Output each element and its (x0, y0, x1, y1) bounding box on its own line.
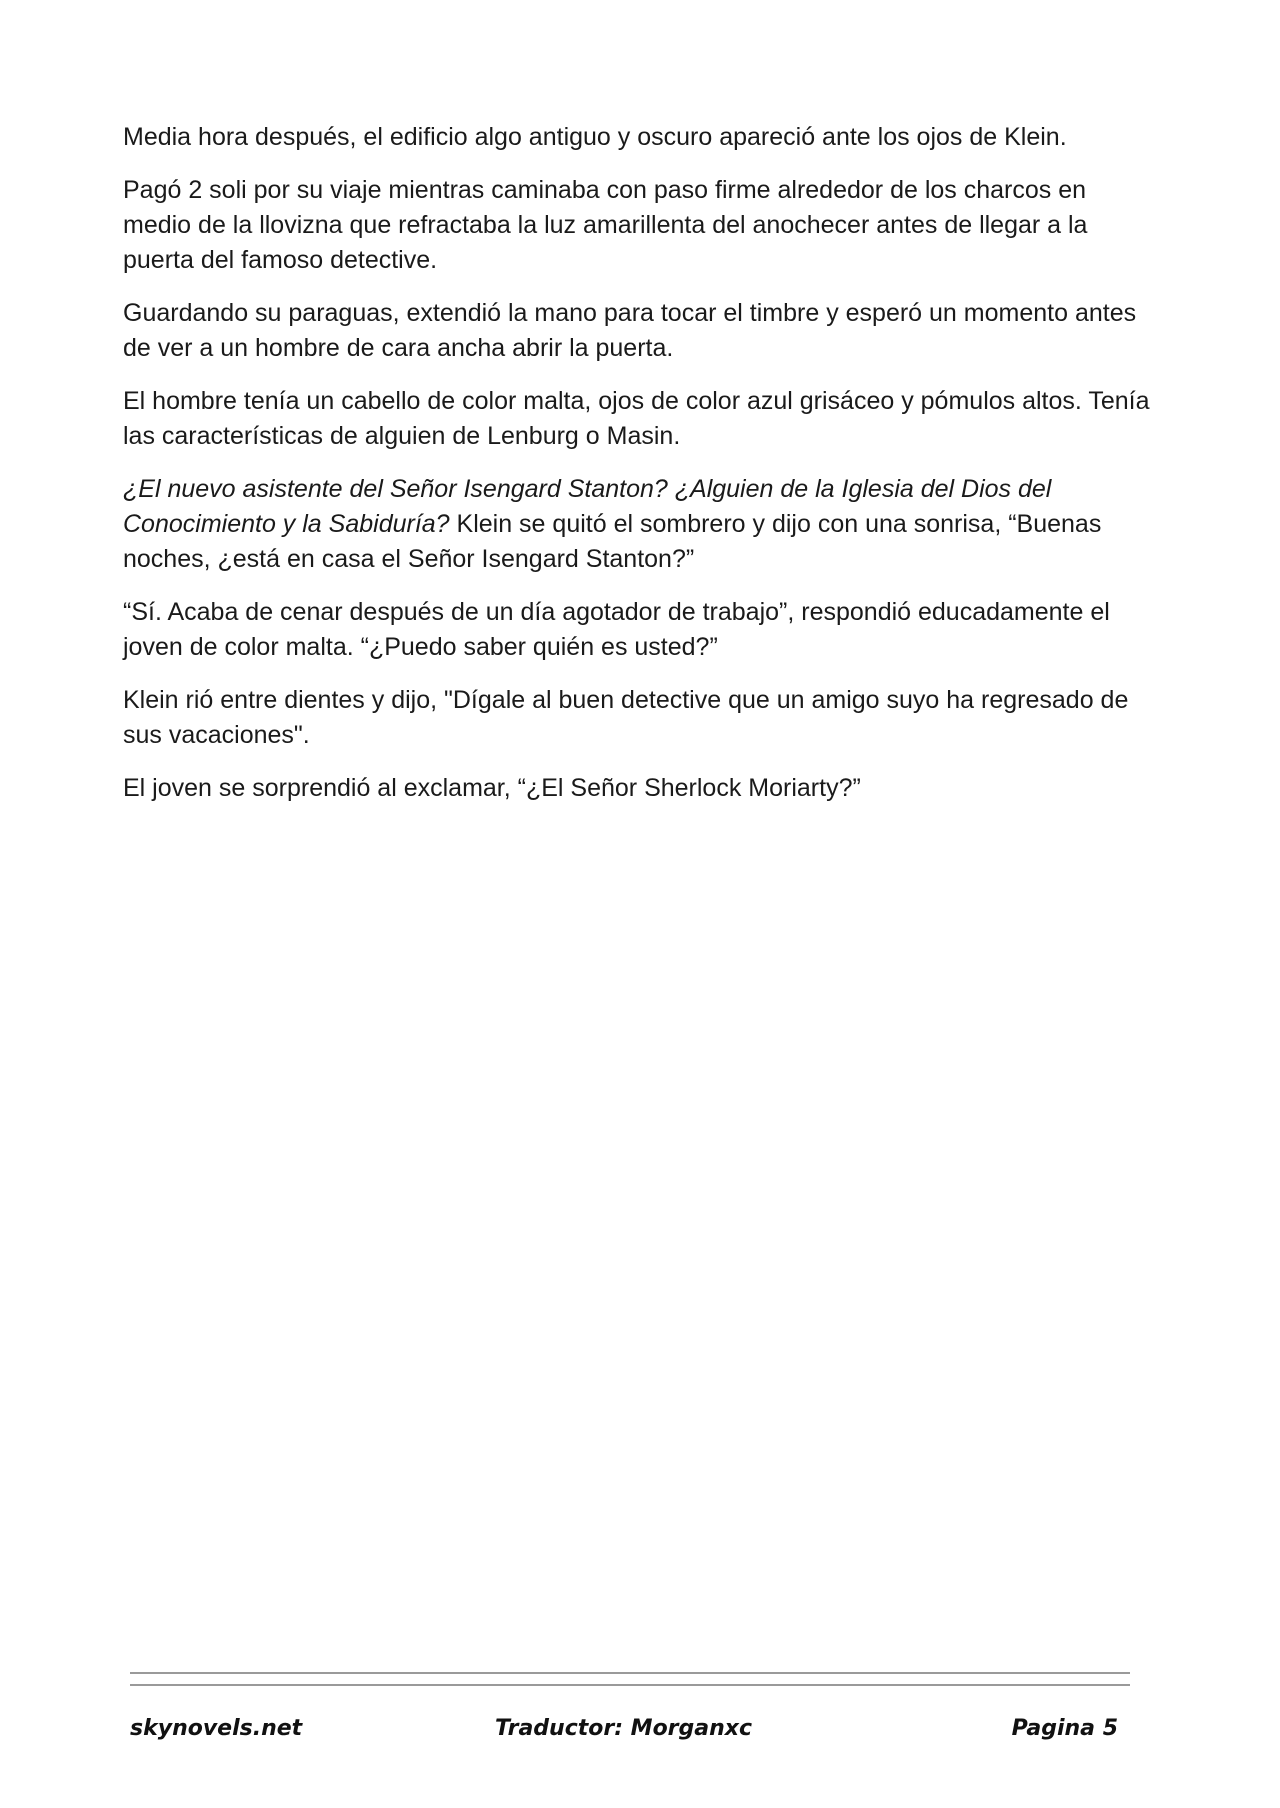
page-footer (130, 1716, 1130, 1748)
document-body (123, 120, 1158, 824)
paragraph-6 (123, 595, 1158, 665)
footer-page-number: Pagina 5 (1011, 1716, 1118, 1741)
paragraph-4-text: El hombre tenía un cabello de color malta, ojos de color azul grisáceo y pómulos altos. Tenía las características de alguien de Lenburg o Masin. (123, 387, 1150, 450)
paragraph-1 (123, 120, 1158, 155)
paragraph-6-text: “Sí. Acaba de cenar después de un día agotador de trabajo”, respondió educadamente el joven de color malta. “¿Puedo saber quién es usted?” (123, 598, 1110, 661)
paragraph-7 (123, 683, 1158, 753)
paragraph-5 (123, 472, 1158, 577)
footer-translator: Traductor: Morganxc (495, 1716, 753, 1741)
paragraph-1-text: Media hora después, el edificio algo antiguo y oscuro apareció ante los ojos de Klein. (123, 123, 1067, 151)
paragraph-5-italic-thought: ¿El nuevo asistente del Señor Isengard Stanton? ¿Alguien de la Iglesia del Dios del Conocimiento y la Sabiduría? (123, 475, 1052, 538)
paragraph-5-text: Klein se quitó el sombrero y dijo con una sonrisa, “Buenas noches, ¿está en casa el Señor Isengard Stanton?” (123, 510, 1102, 573)
paragraph-8 (123, 771, 1158, 806)
footer-divider (130, 1672, 1130, 1696)
paragraph-4 (123, 384, 1158, 454)
paragraph-2 (123, 173, 1158, 278)
footer-site: skynovels.net (130, 1716, 303, 1741)
paragraph-3-text: Guardando su paraguas, extendió la mano para tocar el timbre y esperó un momento antes de ver a un hombre de cara ancha abrir la puerta. (123, 299, 1137, 362)
footer-rule-top (130, 1672, 1130, 1674)
paragraph-2-text: Pagó 2 soli por su viaje mientras caminaba con paso firme alrededor de los charcos en medio de la llovizna que refractaba la luz amarillenta del anochecer antes de llegar a la puerta del famoso detective. (123, 176, 1088, 274)
paragraph-3 (123, 296, 1158, 366)
paragraph-8-text: El joven se sorprendió al exclamar, “¿El Señor Sherlock Moriarty?” (123, 774, 861, 802)
paragraph-7-text: Klein rió entre dientes y dijo, "Dígale al buen detective que un amigo suyo ha regresado de sus vacaciones". (123, 686, 1129, 749)
footer-rule-bottom (130, 1684, 1130, 1686)
